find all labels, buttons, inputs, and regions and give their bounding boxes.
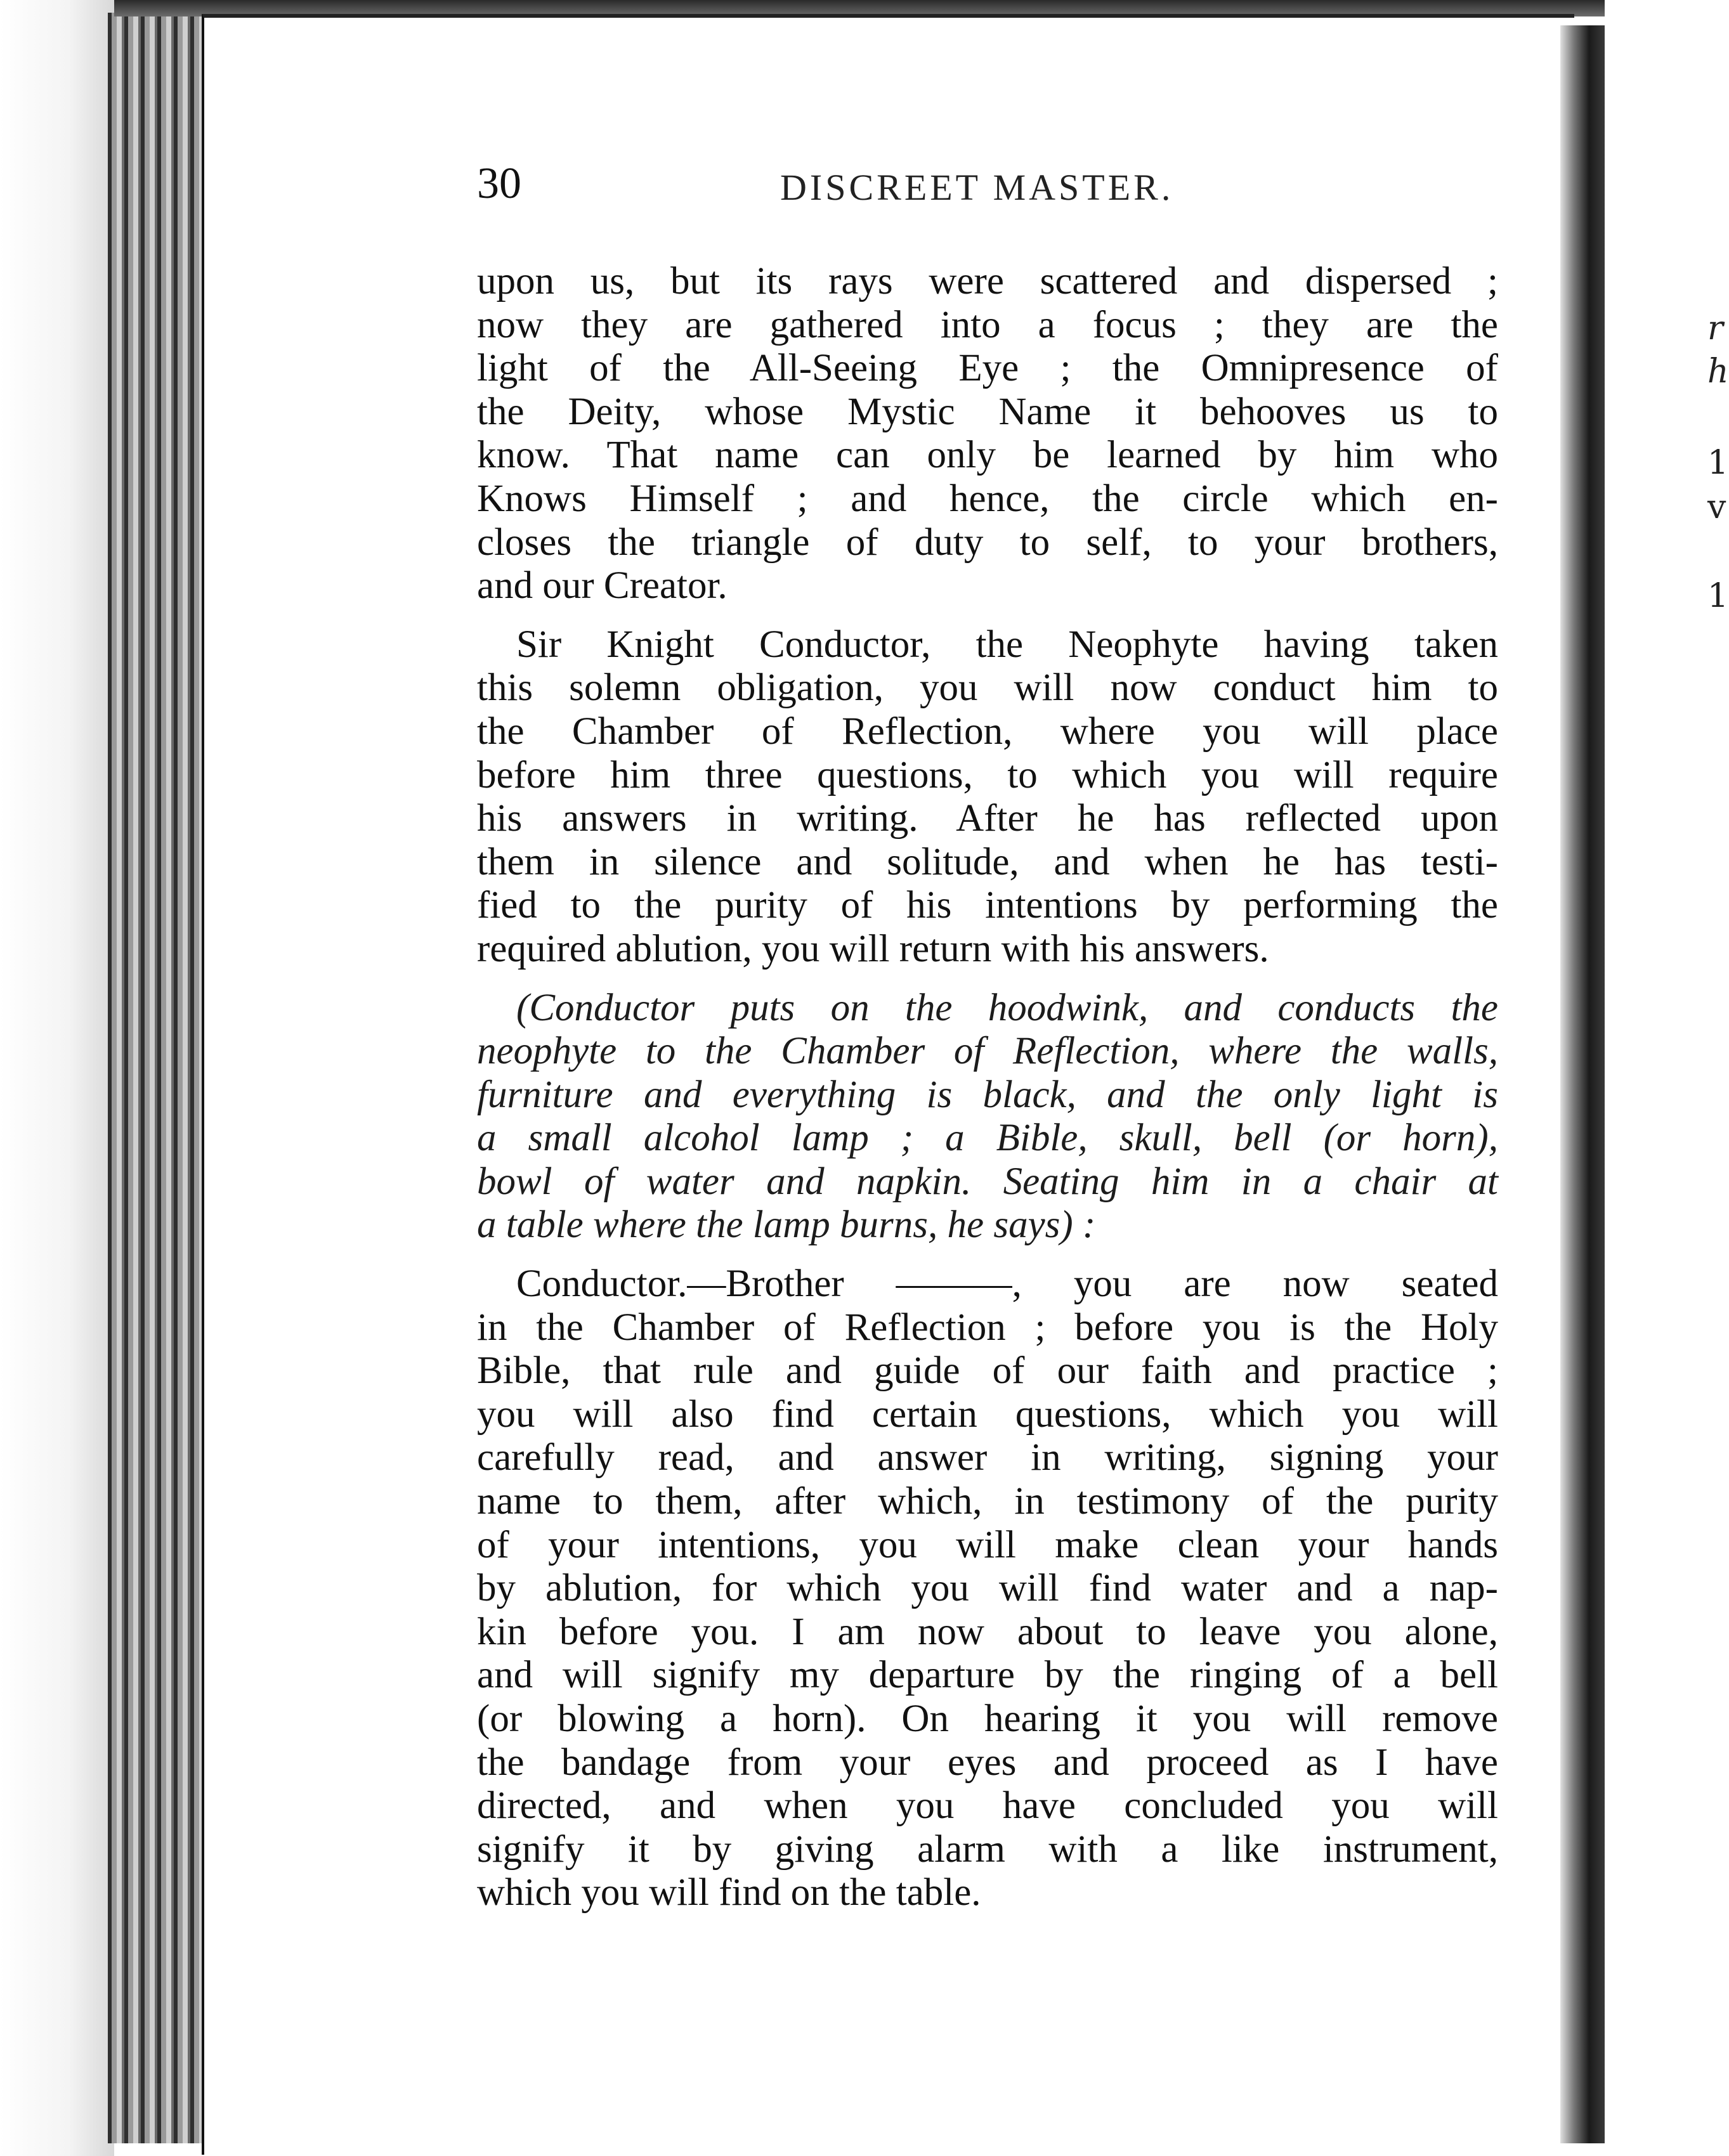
text-line: his answers in writing. After he has reflected upon [477, 797, 1498, 840]
text-line: you will also find certain questions, which you will [477, 1393, 1498, 1436]
facing-page-fragment: v [1707, 488, 1726, 526]
text-line: (Conductor puts on the hoodwink, and conducts the [516, 986, 1498, 1029]
text-line: know. That name can only be learned by him who [477, 434, 1498, 477]
running-head [477, 159, 1498, 209]
page-text [477, 260, 1498, 1915]
text-line: required ablution, you will return with his answers. [477, 927, 1269, 970]
text-line: in the Chamber of Reflection ; before you is the Holy [477, 1306, 1498, 1349]
text-line: name to them, after which, in testimony of the purity [477, 1480, 1498, 1523]
text-line: upon us, but its rays were scattered and dispersed ; [477, 260, 1498, 302]
text-line: Sir Knight Conductor, the Neophyte having taken [516, 623, 1498, 666]
text-line: a small alcohol lamp ; a Bible, skull, bell (or horn), [477, 1117, 1498, 1160]
paragraph-2 [477, 623, 1498, 971]
text-line: directed, and when you have concluded you will [477, 1784, 1498, 1828]
text-line: furniture and everything is black, and the only light is [477, 1073, 1498, 1116]
text-line: the Chamber of Reflection, where you will place [477, 710, 1498, 753]
text-line: which you will find on the table. [477, 1871, 981, 1914]
text-line: by ablution, for which you will find water and a nap- [477, 1567, 1498, 1610]
text-line: Bible, that rule and guide of our faith and practice ; [477, 1349, 1498, 1393]
page-number: 30 [477, 159, 521, 208]
text-line: and will signify my departure by the ringing of a bell [477, 1654, 1498, 1697]
text-line: them in silence and solitude, and when he has testi- [477, 840, 1498, 883]
text-line: the Deity, whose Mystic Name it behooves us to [477, 390, 1498, 433]
text-line: fied to the purity of his intentions by performing the [477, 884, 1498, 927]
paragraph-gap [477, 608, 1498, 623]
text-line: the bandage from your eyes and proceed as I have [477, 1741, 1498, 1784]
gutter-shadow [1560, 25, 1605, 2143]
text-line: before him three questions, to which you will require [477, 753, 1498, 796]
paragraph-gap [477, 971, 1498, 987]
text-line: a table where the lamp burns, he says) : [477, 1204, 1096, 1247]
facing-page-fragment: h [1707, 353, 1729, 391]
text-line: Conductor.—Brother ———, you are now seated [516, 1263, 1498, 1306]
text-line: of your intentions, you will make clean your hands [477, 1523, 1498, 1566]
facing-page-fragment: 1 [1707, 444, 1729, 482]
facing-page-fragment: r [1707, 309, 1723, 347]
text-line: now they are gathered into a focus ; they are the [477, 303, 1498, 346]
text-line: neophyte to the Chamber of Reflection, where the walls, [477, 1030, 1498, 1073]
paragraph-3-stage-direction [477, 987, 1498, 1248]
facing-page-fragment: 1 [1707, 577, 1729, 615]
scan-margin-left [0, 0, 114, 2156]
text-line: this solemn obligation, you will now conduct him to [477, 666, 1498, 710]
facing-page-edge [1605, 25, 1718, 2156]
running-title: DISCREET MASTER. [780, 167, 1174, 208]
paragraph-4 [477, 1263, 1498, 1915]
text-line: (or blowing a horn). On hearing it you will remove [477, 1698, 1498, 1740]
paragraph-1 [477, 260, 1498, 608]
text-line: Knows Himself ; and hence, the circle which en- [477, 477, 1498, 520]
paragraph-gap [477, 1247, 1498, 1263]
text-line: carefully read, and answer in writing, signing your [477, 1436, 1498, 1479]
book-binding-edges [108, 13, 209, 2143]
text-line: and our Creator. [477, 564, 727, 607]
text-line: closes the triangle of duty to self, to your brothers, [477, 521, 1498, 564]
text-line: light of the All-Seeing Eye ; the Omnipresence of [477, 347, 1498, 390]
text-line: signify it by giving alarm with a like instrument, [477, 1828, 1498, 1871]
text-line: bowl of water and napkin. Seating him in a chair at [477, 1160, 1498, 1203]
text-line: kin before you. I am now about to leave you alone, [477, 1610, 1498, 1653]
